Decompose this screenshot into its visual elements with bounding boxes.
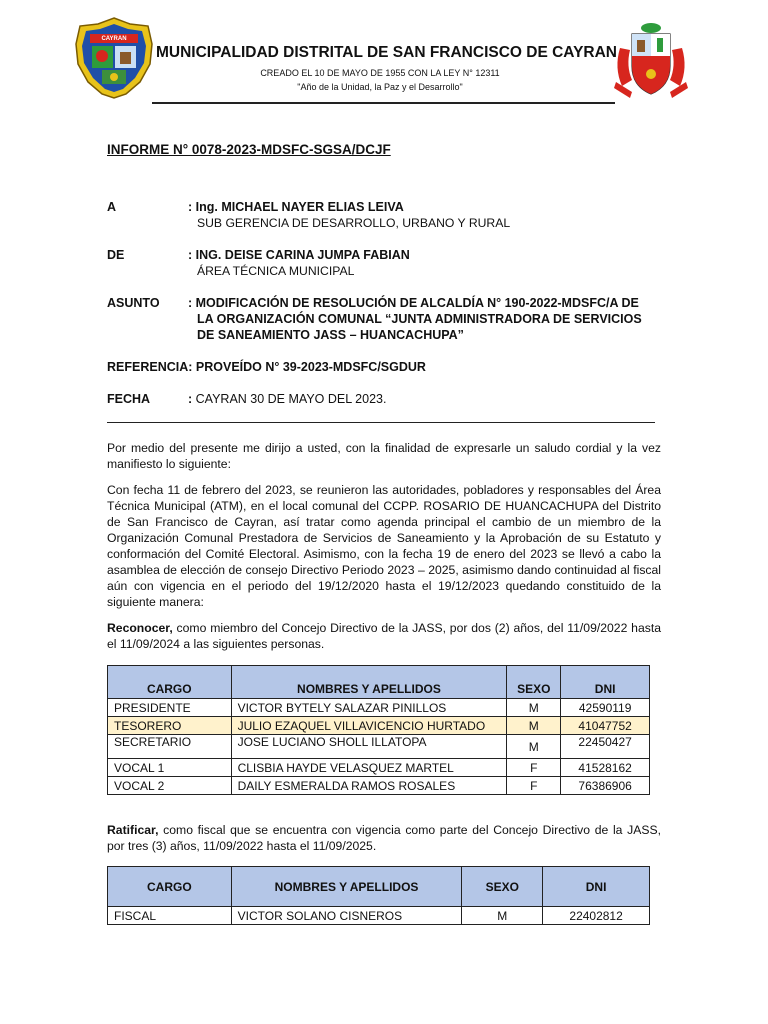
reference: REFERENCIA: PROVEÍDO N° 39-2023-MDSFC/SGDUR [107,360,426,374]
header-nombres: NOMBRES Y APELLIDOS [231,867,462,907]
header-dni: DNI [543,867,650,907]
table-row [108,717,650,735]
subject-line-3: DE SANEAMIENTO JASS – HUANCACHUPA” [197,328,464,342]
date-label: FECHA [107,392,151,406]
dni-cell: 42590119 [561,699,650,717]
board-table [107,665,650,795]
header-divider [152,102,615,104]
cargo-cell: VOCAL 2 [108,777,232,795]
municipality-title: MUNICIPALIDAD DISTRITAL DE SAN FRANCISCO DE CAYRAN [156,44,617,61]
date-value: CAYRAN 30 DE MAYO DEL 2023. [192,392,387,406]
to-office: SUB GERENCIA DE DESARROLLO, URBANO Y RURAL [197,216,511,230]
sex-cell: M [507,699,561,717]
recognize-lead: Reconocer, [107,621,173,635]
table-row [108,735,650,759]
fiscal-table [107,866,650,925]
name-cell: CLISBIA HAYDE VELASQUEZ MARTEL [231,759,507,777]
coat-of-arms [612,18,690,102]
to-name: : Ing. MICHAEL NAYER ELIAS LEIVA [188,200,404,214]
ratify-paragraph [107,822,661,854]
subject-line-2: LA ORGANIZACIÓN COMUNAL “JUNTA ADMINISTRADORA DE SERVICIOS [197,312,642,326]
cargo-cell: VOCAL 1 [108,759,232,777]
dni-cell: 22402812 [543,907,650,925]
date-line [188,392,386,406]
name-cell: JOSE LUCIANO SHOLL ILLATOPA [231,735,507,759]
dni-cell: 41528162 [561,759,650,777]
dni-cell: 76386906 [561,777,650,795]
ratify-text: como fiscal que se encuentra con vigencia como parte del Concejo Directivo de la JASS, por tres (3) años, 11/09/2022 hasta el 11/09/2025. [107,823,661,853]
municipal-logo [74,16,154,100]
dni-cell: 22450427 [561,735,650,759]
table-row [108,777,650,795]
ratify-lead: Ratificar, [107,823,159,837]
section-divider [107,422,655,423]
subject-label: ASUNTO [107,296,160,310]
name-cell: JULIO EZAQUEL VILLAVICENCIO HURTADO [231,717,507,735]
header-cargo: CARGO [108,867,232,907]
dni-cell: 41047752 [561,717,650,735]
cargo-cell: SECRETARIO [108,735,232,759]
header-nombres: NOMBRES Y APELLIDOS [231,666,507,699]
intro-paragraph: Por medio del presente me dirijo a usted, con la finalidad de expresarle un saludo cordial y la vez manifiesto lo siguiente: [107,441,661,471]
creation-law: CREADO EL 10 DE MAYO DE 1955 CON LA LEY N° 12311 [260,68,500,78]
header-dni: DNI [561,666,650,699]
header-sexo: SEXO [462,867,543,907]
subject-line-1: : MODIFICACIÓN DE RESOLUCIÓN DE ALCALDÍA N° 190-2022-MDSFC/A DE [188,296,639,310]
municipal-shield-icon [74,16,154,100]
table-row [108,759,650,777]
recognize-paragraph [107,620,661,652]
peru-coat-of-arms-icon [612,18,690,102]
table-row [108,907,650,925]
from-name: : ING. DEISE CARINA JUMPA FABIAN [188,248,410,262]
body-paragraph: Con fecha 11 de febrero del 2023, se reunieron las autoridades, pobladores y responsables del Área Técnica Municipal (ATM), en el local comunal del CCPP. ROSARIO DE HUANCACHUPA del Distrito de San Francisco de Cayran, así tratar como agenda principal el cambio de un miembro de la Organización Comunal Prestadora de Servicios de Saneamiento y la Aprobación de su Estatuto y conformación del Comité Electoral. Asimismo, con la fecha 19 de enero del 2023 se llevó a cabo la asamblea de elección de consejo Directivo Periodo 2023 – 2025, asimismo dando continuidad al fiscal aún con vigencia en el periodo del 19/12/2020 hasta el 19/12/2023 quedando constituido de la siguiente manera: [107,483,661,609]
sex-cell: M [507,735,561,759]
cargo-cell: TESORERO [108,717,232,735]
name-cell: DAILY ESMERALDA RAMOS ROSALES [231,777,507,795]
header-sexo: SEXO [507,666,561,699]
recognize-text: como miembro del Concejo Directivo de la JASS, por dos (2) años, del 11/09/2022 hasta el 11/09/2024 a las siguientes personas. [107,621,661,651]
sex-cell: F [507,759,561,777]
cargo-cell: PRESIDENTE [108,699,232,717]
name-cell: VICTOR SOLANO CISNEROS [231,907,462,925]
from-office: ÁREA TÉCNICA MUNICIPAL [197,264,355,278]
sex-cell: M [462,907,543,925]
header-cargo: CARGO [108,666,232,699]
sex-cell: M [507,717,561,735]
year-motto: "Año de la Unidad, la Paz y el Desarrollo" [297,82,463,92]
name-cell: VICTOR BYTELY SALAZAR PINILLOS [231,699,507,717]
cargo-cell: FISCAL [108,907,232,925]
date-colon: : [188,392,193,406]
table-header-row [108,867,650,907]
sex-cell: F [507,777,561,795]
logo-text: CAYRAN [101,36,127,42]
to-label: A [107,200,117,214]
report-number: INFORME N° 0078-2023-MDSFC-SGSA/DCJF [107,142,391,157]
table-row [108,699,650,717]
table-header-row [108,666,650,699]
from-label: DE [107,248,125,262]
